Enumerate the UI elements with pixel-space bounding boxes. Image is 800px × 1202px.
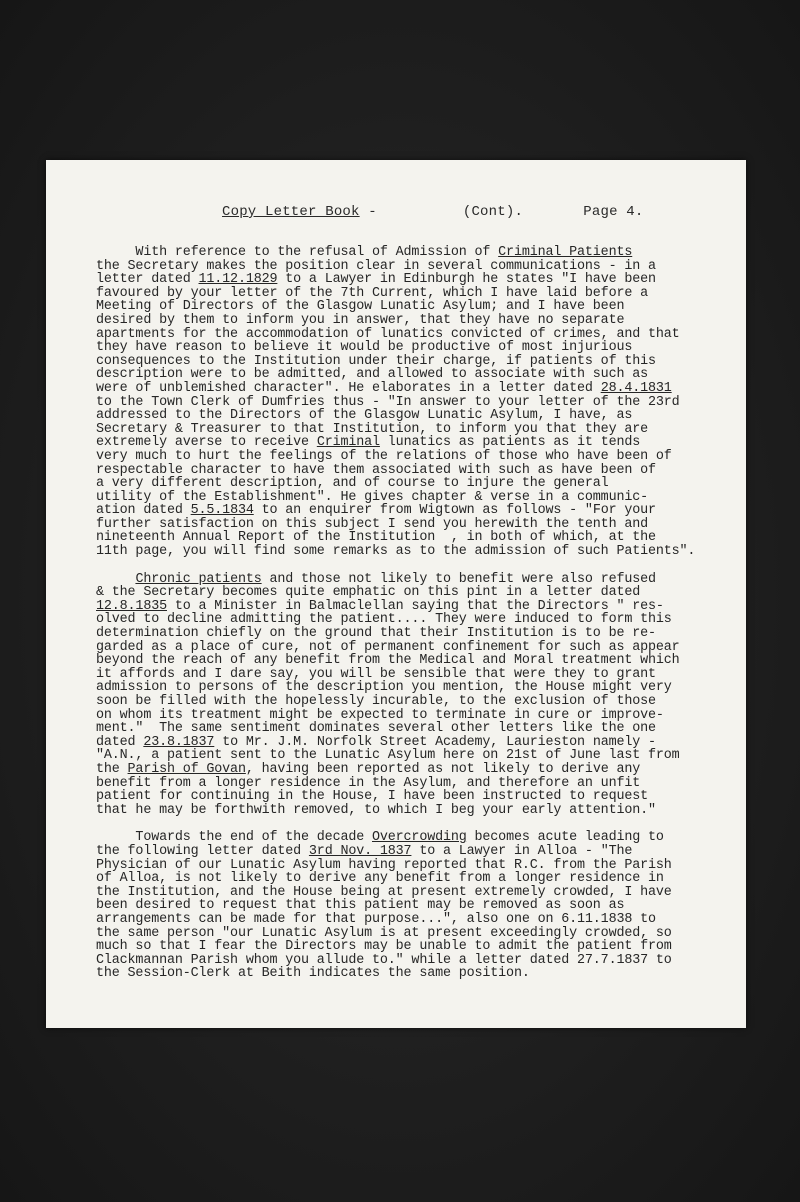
paragraph — [96, 573, 746, 818]
text-line — [96, 899, 746, 913]
text-segment: further satisfaction on this subject I send you herewith the tenth and — [96, 516, 648, 532]
text-line — [96, 613, 746, 627]
text-line — [96, 940, 746, 954]
text-line — [96, 749, 746, 763]
letter-body — [96, 246, 746, 981]
text-line — [96, 668, 746, 682]
text-segment: a very different description, and of course to injure the general — [96, 476, 609, 492]
text-line — [96, 382, 746, 396]
text-line — [96, 477, 746, 491]
text-segment: on whom its treatment might be expected to terminate in cure or improve- — [96, 707, 664, 723]
text-line — [96, 355, 746, 369]
text-line — [96, 491, 746, 505]
text-segment: letter dated — [96, 272, 199, 288]
text-segment: benefit from a longer residence in the Asylum, and therefore an unfit — [96, 775, 641, 791]
text-line — [96, 423, 746, 437]
text-segment: olved to decline admitting the patient.... They were induced to form this — [96, 612, 672, 628]
text-line — [96, 436, 746, 450]
text-segment: "A.N., a patient sent to the Lunatic Asylum here on 21st of June last from — [96, 748, 680, 764]
text-segment: utility of the Establishment". He gives chapter & verse in a communic- — [96, 489, 648, 505]
text-segment: 11th page, you will find some remarks as to the admission of such Patients". — [96, 544, 696, 560]
text-line — [96, 722, 746, 736]
underlined-text: 23.8.1837 — [143, 734, 215, 750]
text-line — [96, 409, 746, 423]
text-line — [96, 859, 746, 873]
text-segment: becomes acute leading to — [466, 830, 664, 846]
text-segment: the same person "our Lunatic Asylum is at present exceedingly crowded, so — [96, 925, 672, 941]
underlined-text: Parish of Govan — [127, 761, 246, 777]
text-line — [96, 518, 746, 532]
text-segment: desired by them to inform you in answer, that they have no separate — [96, 312, 625, 328]
text-segment: Meeting of Directors of the Glasgow Lunatic Asylum; and I have been — [96, 299, 625, 315]
text-line — [96, 314, 746, 328]
text-line — [96, 804, 746, 818]
text-line — [96, 396, 746, 410]
text-segment: & the Secretary becomes quite emphatic on this pint in a letter dated — [96, 585, 641, 601]
text-segment: arrangements can be made for that purpose...", also one on 6.11.1838 to — [96, 911, 656, 927]
text-line — [96, 328, 746, 342]
text-segment: much so that I fear the Directors may be unable to admit the patient from — [96, 939, 672, 955]
text-line — [96, 913, 746, 927]
text-line — [96, 273, 746, 287]
text-line — [96, 681, 746, 695]
text-segment: very much to hurt the feelings of the relations of those who have been of — [96, 448, 672, 464]
text-line — [96, 573, 746, 587]
text-segment: to a Minister in Balmaclellan saying that the Directors " res- — [166, 598, 664, 614]
text-line — [96, 641, 746, 655]
text-line — [96, 531, 746, 545]
text-line — [96, 886, 746, 900]
underlined-text: Criminal Patients — [498, 245, 633, 260]
typed-letter-page — [46, 160, 746, 1028]
text-segment: been desired to request that this patient may be removed as soon as — [96, 898, 625, 914]
text-segment: ment." The same sentiment dominates several other letters like the one — [96, 721, 656, 737]
text-segment: were of unblemished character". He elaborates in a letter dated — [96, 380, 601, 396]
underlined-text: Chronic patients — [135, 571, 262, 587]
text-segment: patient for continuing in the House, I have been instructed to request — [96, 789, 648, 805]
text-segment: the Institution, and the House being at present extremely crowded, I have — [96, 884, 672, 900]
text-segment: to the Town Clerk of Dumfries thus - "In answer to your letter of the 23rd — [96, 394, 680, 410]
text-segment: apartments for the accommodation of lunatics convicted of crimes, and that — [96, 326, 680, 342]
text-segment: the Session-Clerk at Beith indicates the same position. — [96, 966, 530, 982]
text-segment: determination chiefly on the ground that their Institution is to be re- — [96, 626, 656, 642]
paragraph-gap — [96, 817, 746, 831]
text-line — [96, 845, 746, 859]
text-segment: extremely averse to receive — [96, 435, 317, 451]
text-line — [96, 504, 746, 518]
text-segment: to a Lawyer in Edinburgh he states "I have been — [277, 272, 656, 288]
paragraph — [96, 831, 746, 981]
text-line — [96, 763, 746, 777]
text-line — [96, 464, 746, 478]
text-line — [96, 709, 746, 723]
text-segment: it affords and I dare say, you will be sensible that were they to grant — [96, 666, 656, 682]
page-header — [222, 204, 644, 220]
text-segment: ation dated — [96, 503, 191, 519]
text-segment: to a Lawyer in Alloa - "The — [411, 843, 633, 859]
text-segment: they have reason to believe it would be productive of most injurious — [96, 340, 633, 356]
text-segment: admission to persons of the description you mention, the House might very — [96, 680, 672, 696]
text-line — [96, 736, 746, 750]
underlined-text: 28.4.1831 — [600, 380, 672, 396]
paragraph-gap — [96, 559, 746, 573]
text-segment: that he may be forthwith removed, to which I beg your early attention." — [96, 802, 656, 818]
text-line — [96, 300, 746, 314]
text-line — [96, 450, 746, 464]
text-segment: dated — [96, 734, 144, 750]
text-segment: to an enquirer from Wigtown as follows - "For your — [253, 503, 656, 519]
text-segment: the Secretary makes the position clear in several communications - in a — [96, 258, 656, 274]
underlined-text: 5.5.1834 — [190, 503, 254, 519]
text-line — [96, 790, 746, 804]
text-segment: the following letter dated — [96, 843, 309, 859]
text-segment: consequences to the Institution under their charge, if patients of this — [96, 353, 656, 369]
text-segment: , having been reported as not likely to derive any — [245, 761, 641, 777]
text-line — [96, 954, 746, 968]
text-segment: Clackmannan Parish whom you allude to." while a letter dated 27.7.1837 to — [96, 952, 672, 968]
text-segment: Towards the end of the decade — [96, 830, 372, 846]
paragraph — [96, 246, 746, 559]
underlined-text: Overcrowding — [372, 830, 467, 846]
text-segment: respectable character to have them associated with such as have been of — [96, 462, 656, 478]
text-line — [96, 695, 746, 709]
text-segment: lunatics as patients as it tends — [379, 435, 641, 451]
header-dash: - — [359, 204, 377, 220]
underlined-text: 3rd Nov. 1837 — [308, 843, 412, 859]
text-segment: addressed to the Directors of the Glasgow Lunatic Asylum, I have, as — [96, 408, 633, 424]
text-segment: to Mr. J.M. Norfolk Street Academy, Laurieston namely - — [214, 734, 656, 750]
text-line — [96, 586, 746, 600]
underlined-text: 11.12.1829 — [198, 272, 278, 288]
text-line — [96, 341, 746, 355]
text-line — [96, 627, 746, 641]
header-cont: (Cont). — [462, 204, 524, 220]
text-segment: description were to be admitted, and allowed to associate with such as — [96, 367, 648, 383]
text-line — [96, 777, 746, 791]
underlined-text: Criminal — [316, 435, 380, 451]
header-page-number: Page 4. — [583, 204, 644, 220]
text-line — [96, 831, 746, 845]
header-title: Copy Letter Book — [222, 204, 360, 220]
text-segment: and those not likely to benefit were also refused — [261, 571, 656, 587]
text-segment: beyond the reach of any benefit from the Medical and Moral treatment which — [96, 653, 680, 669]
text-line — [96, 967, 746, 981]
text-line — [96, 654, 746, 668]
text-segment: With reference to the refusal of Admission of — [96, 245, 499, 260]
underlined-text: 12.8.1835 — [96, 598, 167, 614]
text-line — [96, 600, 746, 614]
text-line — [96, 260, 746, 274]
text-segment: of Alloa, is not likely to derive any benefit from a longer residence in — [96, 871, 664, 887]
text-line — [96, 287, 746, 301]
text-segment: garded as a place of cure, not of permanent confinement for such as appear — [96, 639, 680, 655]
text-segment: soon be filled with the hopelessly incurable, to the exclusion of those — [96, 694, 656, 709]
text-segment: Secretary & Treasurer to that Institution, to inform you that they are — [96, 421, 648, 437]
text-segment: nineteenth Annual Report of the Institution , in both of which, at the — [96, 530, 656, 546]
text-line — [96, 927, 746, 941]
text-line — [96, 368, 746, 382]
text-line — [96, 872, 746, 886]
text-segment: favoured by your letter of the 7th Current, which I have laid before a — [96, 285, 648, 301]
text-line — [96, 246, 746, 260]
text-segment: the — [96, 761, 128, 777]
text-segment: Physician of our Lunatic Asylum having reported that R.C. from the Parish — [96, 857, 672, 873]
text-line — [96, 545, 746, 559]
